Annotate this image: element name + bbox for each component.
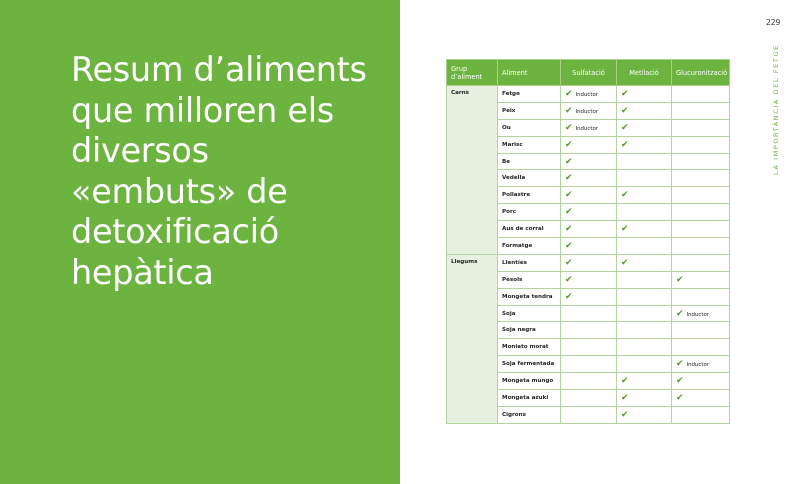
mark-cell-gluc	[672, 390, 730, 407]
mark-cell-sulf	[561, 86, 617, 103]
food-name: Mongeta mungo	[498, 373, 561, 390]
title-line: que milloren els	[71, 90, 334, 130]
mark-cell-meth	[617, 390, 672, 407]
mark-cell-sulf	[561, 305, 617, 322]
mark-cell-meth	[617, 119, 672, 136]
page-title	[71, 50, 391, 293]
mark-cell-gluc	[672, 288, 730, 305]
check-icon: ✔	[565, 173, 573, 184]
inductor-note: Inductor	[575, 91, 598, 98]
mark-cell-meth	[617, 305, 672, 322]
check-icon: ✔	[565, 105, 573, 116]
running-head: LA IMPORTÀNCIA DEL FETGE	[772, 44, 780, 175]
mark-cell-meth	[617, 406, 672, 423]
mark-cell-gluc	[672, 254, 730, 271]
title-line: Resum d’aliments	[71, 50, 367, 89]
mark-cell-sulf	[561, 322, 617, 339]
food-detox-table	[446, 59, 730, 424]
food-name: Vedella	[498, 170, 561, 187]
title-line: «embuts» de	[71, 171, 288, 211]
inductor-note: Inductor	[575, 108, 598, 115]
header-methylation: Metilació	[617, 60, 672, 86]
food-name: Porc	[498, 204, 561, 221]
header-group: Grup d’aliment	[447, 60, 498, 86]
mark-cell-sulf	[561, 356, 617, 373]
table-row	[447, 254, 730, 271]
check-icon: ✔	[621, 409, 629, 420]
mark-cell-gluc	[672, 339, 730, 356]
food-name: Cigrons	[498, 406, 561, 423]
mark-cell-meth	[617, 271, 672, 288]
food-name: Mongeta azuki	[498, 390, 561, 407]
check-icon: ✔	[565, 190, 573, 201]
mark-cell-sulf	[561, 406, 617, 423]
mark-cell-meth	[617, 254, 672, 271]
check-icon: ✔	[565, 156, 573, 167]
mark-cell-gluc	[672, 170, 730, 187]
mark-cell-sulf	[561, 187, 617, 204]
mark-cell-meth	[617, 238, 672, 255]
mark-cell-gluc	[672, 86, 730, 103]
mark-cell-gluc	[672, 204, 730, 221]
check-icon: ✔	[621, 257, 629, 268]
mark-cell-meth	[617, 153, 672, 170]
mark-cell-sulf	[561, 204, 617, 221]
food-name: Pollastre	[498, 187, 561, 204]
mark-cell-meth	[617, 339, 672, 356]
check-icon: ✔	[621, 88, 629, 99]
mark-cell-meth	[617, 187, 672, 204]
header-food: Aliment	[498, 60, 561, 86]
mark-cell-gluc	[672, 102, 730, 119]
check-icon: ✔	[621, 122, 629, 133]
check-icon: ✔	[565, 224, 573, 235]
mark-cell-sulf	[561, 102, 617, 119]
mark-cell-meth	[617, 136, 672, 153]
mark-cell-gluc	[672, 136, 730, 153]
mark-cell-gluc	[672, 153, 730, 170]
check-icon: ✔	[676, 308, 684, 319]
food-name: Llentíes	[498, 254, 561, 271]
mark-cell-sulf	[561, 221, 617, 238]
mark-cell-sulf	[561, 339, 617, 356]
mark-cell-gluc	[672, 187, 730, 204]
mark-cell-sulf	[561, 136, 617, 153]
food-name: Aus de corral	[498, 221, 561, 238]
check-icon: ✔	[676, 376, 684, 387]
mark-cell-gluc	[672, 406, 730, 423]
group-cell: Llegums	[447, 254, 498, 423]
mark-cell-sulf	[561, 170, 617, 187]
check-icon: ✔	[565, 122, 573, 133]
mark-cell-sulf	[561, 119, 617, 136]
check-icon: ✔	[621, 224, 629, 235]
mark-cell-gluc	[672, 119, 730, 136]
header-glucuronidation: Glucuronització	[672, 60, 730, 86]
check-icon: ✔	[565, 291, 573, 302]
mark-cell-gluc	[672, 373, 730, 390]
mark-cell-meth	[617, 356, 672, 373]
mark-cell-sulf	[561, 271, 617, 288]
food-name: Pèsols	[498, 271, 561, 288]
check-icon: ✔	[621, 139, 629, 150]
check-icon: ✔	[565, 139, 573, 150]
food-name: Soja negra	[498, 322, 561, 339]
mark-cell-meth	[617, 322, 672, 339]
mark-cell-meth	[617, 86, 672, 103]
food-name: Soja	[498, 305, 561, 322]
food-name: Fetge	[498, 86, 561, 103]
check-icon: ✔	[676, 392, 684, 403]
mark-cell-sulf	[561, 153, 617, 170]
mark-cell-sulf	[561, 254, 617, 271]
food-name: Soja fermentada	[498, 356, 561, 373]
check-icon: ✔	[565, 207, 573, 218]
food-name: Be	[498, 153, 561, 170]
food-name: Ou	[498, 119, 561, 136]
check-icon: ✔	[621, 105, 629, 116]
check-icon: ✔	[565, 88, 573, 99]
check-icon: ✔	[565, 240, 573, 251]
mark-cell-sulf	[561, 238, 617, 255]
mark-cell-meth	[617, 373, 672, 390]
mark-cell-gluc	[672, 238, 730, 255]
food-name: Moniato morat	[498, 339, 561, 356]
check-icon: ✔	[676, 359, 684, 370]
title-line: detoxificació	[71, 212, 279, 251]
check-icon: ✔	[621, 392, 629, 403]
mark-cell-gluc	[672, 271, 730, 288]
table-row	[447, 86, 730, 103]
check-icon: ✔	[565, 274, 573, 285]
mark-cell-gluc	[672, 356, 730, 373]
mark-cell-sulf	[561, 288, 617, 305]
header-sulfation: Sulfatació	[561, 60, 617, 86]
table-header-row	[447, 60, 730, 86]
mark-cell-gluc	[672, 322, 730, 339]
food-name: Mongeta tendra	[498, 288, 561, 305]
page-number: 229	[766, 18, 781, 27]
inductor-note: Inductor	[686, 362, 709, 369]
inductor-note: Inductor	[575, 125, 598, 132]
check-icon: ✔	[676, 274, 684, 285]
mark-cell-meth	[617, 288, 672, 305]
title-line: hepàtica	[71, 252, 214, 292]
mark-cell-gluc	[672, 221, 730, 238]
table-body	[447, 86, 730, 424]
food-name: Formatge	[498, 238, 561, 255]
mark-cell-meth	[617, 170, 672, 187]
food-name: Peix	[498, 102, 561, 119]
mark-cell-gluc	[672, 305, 730, 322]
check-icon: ✔	[621, 376, 629, 387]
mark-cell-sulf	[561, 373, 617, 390]
mark-cell-meth	[617, 102, 672, 119]
mark-cell-sulf	[561, 390, 617, 407]
inductor-note: Inductor	[686, 311, 709, 318]
title-line: diversos	[71, 131, 209, 170]
food-name: Marisc	[498, 136, 561, 153]
check-icon: ✔	[565, 257, 573, 268]
group-cell: Carns	[447, 86, 498, 255]
mark-cell-meth	[617, 221, 672, 238]
check-icon: ✔	[621, 190, 629, 201]
mark-cell-meth	[617, 204, 672, 221]
